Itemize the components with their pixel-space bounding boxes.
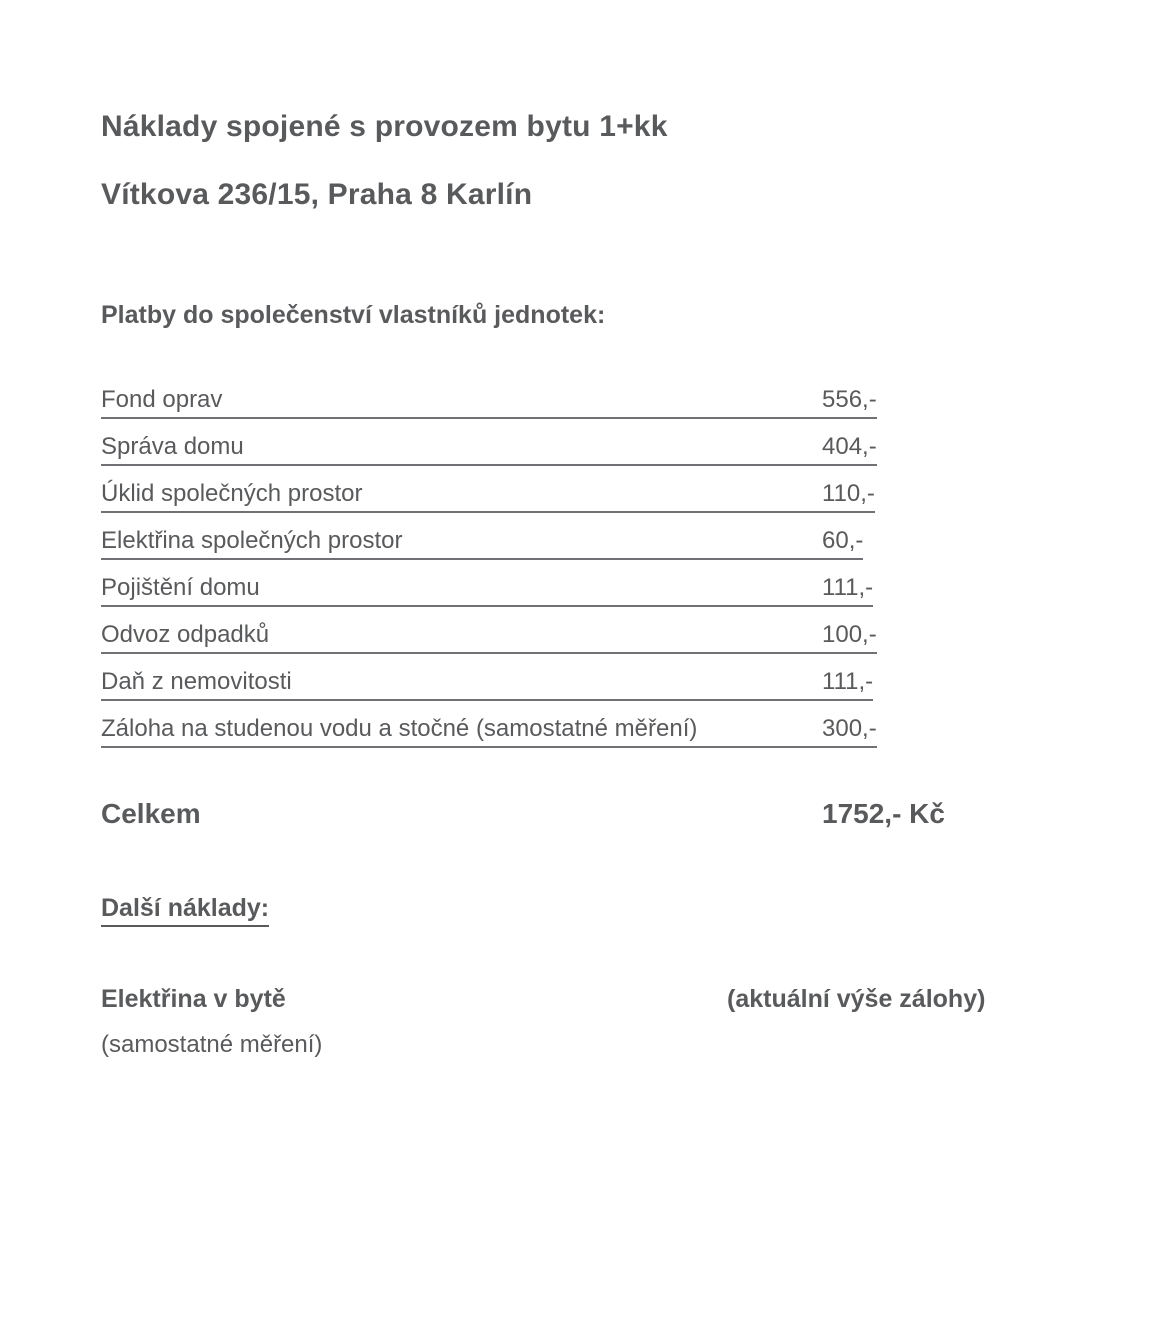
cost-table [101, 387, 1166, 748]
cost-label: Pojištění domu [101, 574, 260, 601]
other-costs-heading: Další náklady: [101, 894, 1166, 927]
cost-value: 111,- [822, 574, 874, 601]
cost-row [101, 434, 1166, 466]
other-item-note-below: (samostatné měření) [101, 1031, 323, 1058]
cost-value: 404,- [822, 433, 877, 460]
cost-value: 110,- [822, 480, 875, 507]
document-title: Náklady spojené s provozem bytu 1+kk [101, 110, 668, 143]
total-label: Celkem [101, 798, 201, 829]
cost-row [101, 716, 1166, 748]
cost-label: Úklid společných prostor [101, 480, 363, 507]
cost-row [101, 622, 1166, 654]
cost-label: Správa domu [101, 433, 244, 460]
cost-value: 111,- [822, 668, 874, 695]
cost-row [101, 481, 1166, 513]
payments-section-heading: Platby do společenství vlastníků jednotek: [101, 301, 606, 329]
total-value: 1752,- Kč [822, 798, 945, 829]
cost-row [101, 669, 1166, 701]
cost-label: Fond oprav [101, 386, 223, 413]
cost-value: 100,- [822, 621, 877, 648]
other-item-note-right: (aktuální výše zálohy) [727, 985, 986, 1013]
cost-label: Odvoz odpadků [101, 621, 270, 648]
cost-row [101, 387, 1166, 419]
other-cost-item [101, 985, 1166, 1014]
document-subtitle: Vítkova 236/15, Praha 8 Karlín [101, 178, 533, 211]
cost-label: Záloha na studenou vodu a stočné (samostatné měření) [101, 715, 698, 742]
cost-value: 556,- [822, 386, 877, 413]
cost-label: Daň z nemovitosti [101, 668, 292, 695]
cost-row [101, 528, 1166, 560]
cost-row [101, 575, 1166, 607]
cost-label: Elektřina společných prostor [101, 527, 403, 554]
cost-value: 300,- [822, 715, 877, 742]
total-row [101, 798, 1166, 830]
other-item-label: Elektřina v bytě [101, 985, 286, 1013]
cost-value: 60,- [822, 527, 864, 554]
